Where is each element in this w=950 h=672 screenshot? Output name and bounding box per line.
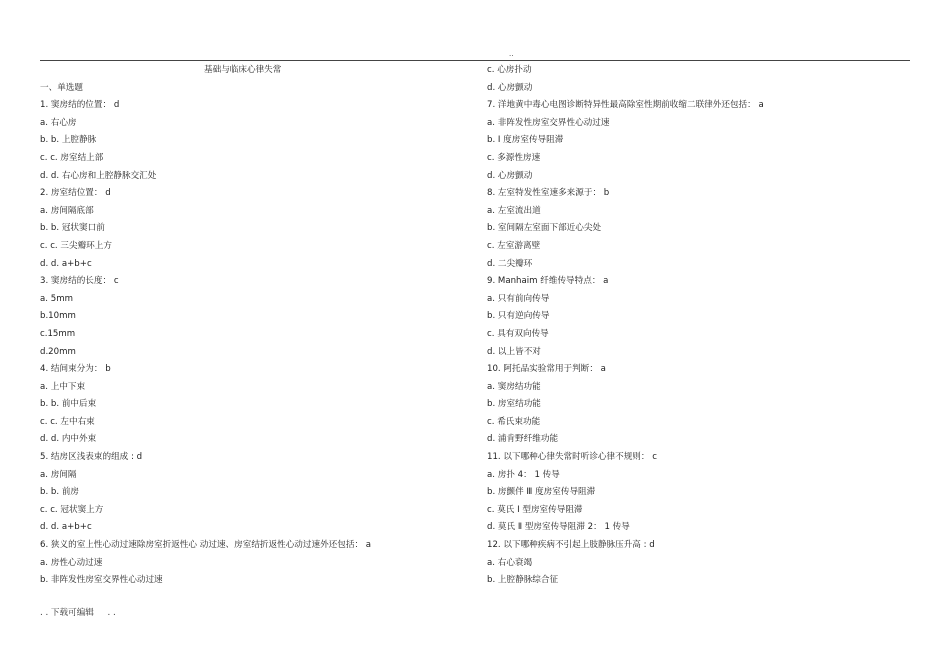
question-line: d. 浦肯野纤维功能 [487,434,559,445]
question-line: c. 具有双向传导 [487,328,549,339]
question-line: c. 多源性房速 [487,152,541,163]
question-line: a. 右心房 [40,117,77,128]
question-line: a. 右心衰竭 [487,557,533,568]
header-rule [40,60,910,61]
question-line: d. d. a+b+c [40,522,92,533]
question-line: c. c. 三尖瓣环上方 [40,240,112,251]
question-line: 一、单选题 [40,82,83,93]
question-line: a. 上中下束 [40,381,86,392]
document-title: 基础与临床心律失常 [204,65,282,75]
question-line: b. 室间隔左室面下部近心尖处 [487,223,602,234]
question-line: c.15mm [40,328,76,339]
question-line: b. b. 冠状窦口前 [40,223,105,234]
question-line: d. d. 右心房和上腔静脉交汇处 [40,170,157,181]
question-line: b. b. 前房 [40,487,80,498]
question-line: d. 心房颤动 [487,170,533,181]
question-line: 4. 结间束分为： b [40,364,111,375]
right-column [487,62,907,590]
question-line: a. 房间隔 [40,469,77,480]
question-line: b. b. 前中后束 [40,399,97,410]
question-line: b. Ⅰ 度房室传导阻滞 [487,135,564,146]
question-line: d. 二尖瓣环 [487,258,533,269]
question-line: a. 5mm [40,293,73,304]
question-line: 2. 房室结位置： d [40,188,111,199]
question-line: a. 窦房结功能 [487,381,541,392]
question-line: d. 莫氏 Ⅱ 型房室传导阻滞 2： 1 传导 [487,522,630,533]
question-line: a. 非阵发性房室交界性心动过速 [487,117,610,128]
question-line: c. c. 左中右束 [40,416,95,427]
question-line: b. 房颤伴 Ⅲ 度房室传导阻滞 [487,487,596,498]
question-line: b. 只有逆向传导 [487,311,550,322]
question-line: b.10mm [40,311,76,322]
question-line: a. 只有前向传导 [487,293,550,304]
question-line: 9. Manhaim 纤维传导特点： a [487,276,609,287]
question-line: 10. 阿托品实验常用于判断： a [487,364,606,375]
question-line: b. 上腔静脉综合征 [487,575,559,586]
question-line: a. 房间隔底部 [40,205,94,216]
question-line: a. 左室流出道 [487,205,541,216]
question-line: d. d. 内中外束 [40,434,97,445]
question-line: d. 以上皆不对 [487,346,541,357]
page-header-mark: .. [509,50,514,58]
question-line: c. c. 房室结上部 [40,152,104,163]
question-line: 11. 以下哪种心律失常时听诊心律不规则： c [487,452,657,463]
question-line: 7. 洋地黄中毒心电图诊断特异性最高除室性期前收缩二联律外还包括： a [487,100,764,111]
question-line: c. 心房扑动 [487,65,532,75]
question-line: c. 左室游离壁 [487,240,541,251]
question-line: 1. 窦房结的位置： d [40,100,120,111]
question-line: 3. 窦房结的长度： c [40,276,119,287]
question-line: d. d. a+b+c [40,258,92,269]
question-line: a. 房性心动过速 [40,557,103,568]
question-line: 5. 结房区浅表束的组成 : d [40,452,143,463]
question-line: d.20mm [40,346,76,357]
question-line: c. 希氏束功能 [487,416,541,427]
question-line: c. c. 冠状窦上方 [40,504,104,515]
question-line: 12. 以下哪种疾病不引起上肢静脉压升高 : d [487,540,655,551]
question-line: b. b. 上腔静脉 [40,135,97,146]
question-line: c. 莫氏 Ⅰ 型房室传导阻滞 [487,504,583,515]
question-line: 8. 左室特发性室速多来源于： b [487,188,610,199]
left-column [40,62,480,590]
question-line: b. 非阵发性房室交界性心动过速 [40,575,163,586]
question-line: a. 房扑 4： 1 传导 [487,469,560,480]
question-line: 6. 狭义的室上性心动过速除房室折返性心 动过速、房室结折返性心动过速外还包括： a [40,540,372,551]
question-line: d. 心房颤动 [487,82,533,93]
page-footer: . . 下载可编辑 . . [40,608,116,618]
question-line: b. 房室结功能 [487,399,541,410]
